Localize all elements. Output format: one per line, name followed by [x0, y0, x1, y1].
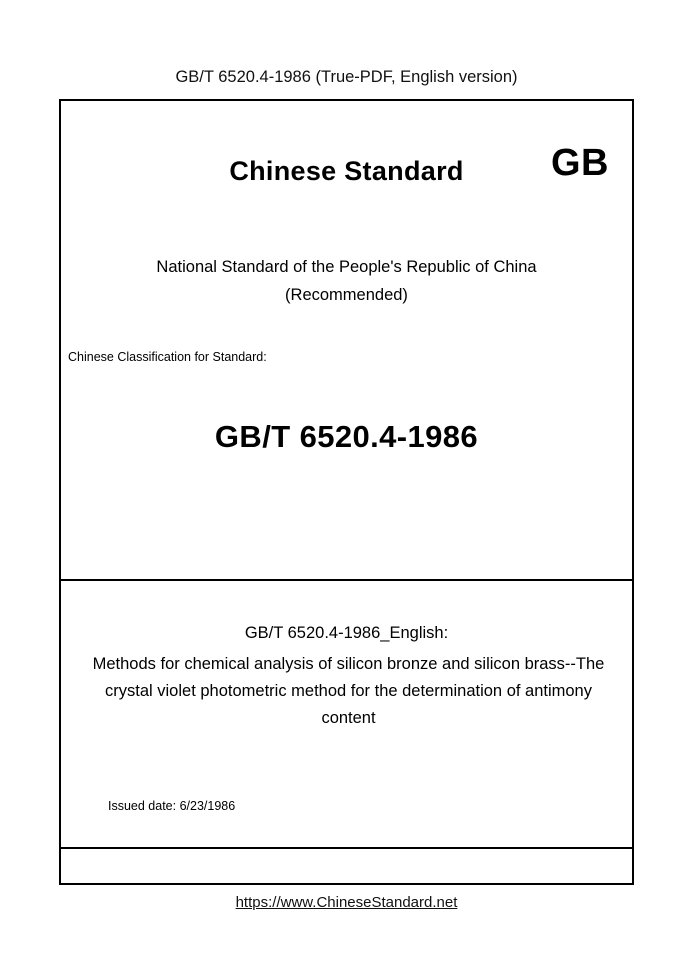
- issued-date: Issued date: 6/23/1986: [108, 799, 236, 813]
- footer-website-link[interactable]: https://www.ChineseStandard.net: [235, 894, 458, 911]
- cover-border-box: [59, 99, 634, 885]
- cover-title: Chinese Standard: [229, 156, 464, 186]
- document-title: Methods for chemical analysis of silicon bronze and silicon brass--The crystal violet photometric method for the determination of antimony content: [92, 655, 605, 727]
- cover-lower-section: [61, 581, 632, 849]
- cover-subtitle-recommended: (Recommended): [285, 286, 408, 304]
- standard-number: GB/T 6520.4-1986: [214, 419, 479, 454]
- cover-upper-section: [61, 101, 632, 581]
- page-header-text: GB/T 6520.4-1986 (True-PDF, English version): [175, 68, 518, 86]
- classification-label: Chinese Classification for Standard:: [68, 350, 267, 364]
- gb-logo-mark: GB: [551, 142, 609, 184]
- cover-bottom-bar: [61, 849, 632, 885]
- cover-subtitle-national: National Standard of the People's Republic of China: [156, 258, 537, 276]
- document-english-label: GB/T 6520.4-1986_English:: [244, 624, 449, 642]
